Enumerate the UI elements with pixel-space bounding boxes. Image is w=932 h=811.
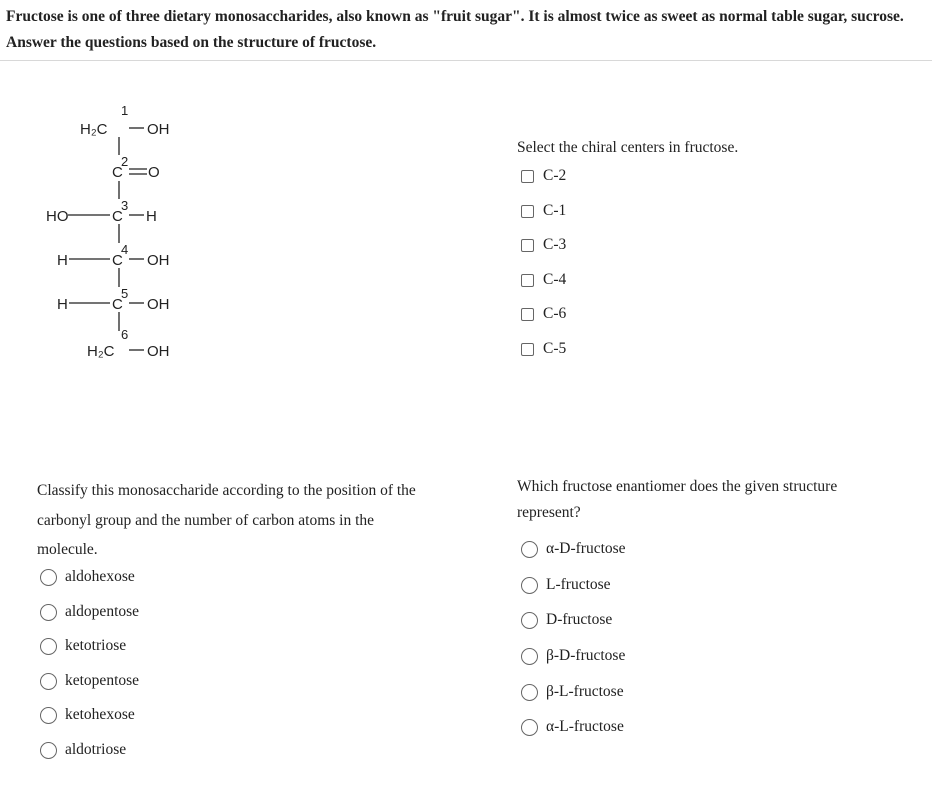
carbon-number-4: 4 xyxy=(121,242,129,257)
enantiomer-option-alpha-l[interactable] xyxy=(521,716,624,738)
c2-carbon-label: C xyxy=(112,164,123,181)
option-label: aldohexose xyxy=(65,568,135,585)
option-label: ketotriose xyxy=(65,637,127,654)
header-divider xyxy=(0,60,932,61)
c5-oh-label: OH xyxy=(147,296,170,313)
classify-option-ketotriose[interactable] xyxy=(40,635,126,657)
carbon-number-1: 1 xyxy=(121,103,129,118)
option-label: C-5 xyxy=(543,340,567,357)
radio-button[interactable] xyxy=(40,569,57,586)
enantiomer-option-alpha-d[interactable] xyxy=(521,538,626,560)
c5-carbon-label: C xyxy=(112,296,123,313)
option-label: C-2 xyxy=(543,167,567,184)
chiral-option-c2[interactable] xyxy=(521,165,566,187)
intro-text: Fructose is one of three dietary monosaccharides, also known as "fruit sugar". It is almost twice as sweet as normal table sugar, sucrose. Answer the questions based on the structure of fructose. xyxy=(6,8,904,51)
c4-oh-label: OH xyxy=(147,252,170,269)
option-label: β-D-fructose xyxy=(546,647,626,664)
c4-h-label: H xyxy=(57,252,68,269)
classify-option-aldopentose[interactable] xyxy=(40,601,139,623)
classify-option-aldohexose[interactable] xyxy=(40,566,135,588)
radio-button[interactable] xyxy=(40,638,57,655)
classify-option-aldotriose[interactable] xyxy=(40,739,126,761)
classify-prompt: Classify this monosaccharide according to the position of the carbonyl group and the number of carbon atoms in the molecule. xyxy=(37,482,416,558)
c5-h-label: H xyxy=(57,296,68,313)
enantiomer-option-beta-l[interactable] xyxy=(521,681,624,703)
c3-ho-label: HO xyxy=(46,208,69,225)
carbon-number-6: 6 xyxy=(121,327,129,342)
option-label: β-L-fructose xyxy=(546,683,624,700)
checkbox[interactable] xyxy=(521,170,534,183)
checkbox[interactable] xyxy=(521,274,534,287)
c1-oh-label: OH xyxy=(147,121,170,138)
radio-button[interactable] xyxy=(40,673,57,690)
option-label: C-6 xyxy=(543,305,567,322)
chiral-option-c3[interactable] xyxy=(521,234,566,256)
enantiomer-prompt: Which fructose enantiomer does the given structure represent? xyxy=(517,478,838,521)
radio-button[interactable] xyxy=(521,541,538,558)
chiral-option-c1[interactable] xyxy=(521,200,566,222)
c6-h2c-label: H₂C xyxy=(87,343,115,360)
radio-button[interactable] xyxy=(521,612,538,629)
checkbox[interactable] xyxy=(521,239,534,252)
option-label: C-3 xyxy=(543,236,567,253)
radio-button[interactable] xyxy=(40,707,57,724)
enantiomer-option-d[interactable] xyxy=(521,609,612,631)
classify-option-ketohexose[interactable] xyxy=(40,704,135,726)
enantiomer-option-beta-d[interactable] xyxy=(521,645,625,667)
option-label: D-fructose xyxy=(546,611,613,628)
option-label: C-1 xyxy=(543,202,567,219)
radio-button[interactable] xyxy=(40,604,57,621)
option-label: α-D-fructose xyxy=(546,540,626,557)
option-label: L-fructose xyxy=(546,576,611,593)
carbon-number-2: 2 xyxy=(121,154,129,169)
option-label: C-4 xyxy=(543,271,567,288)
option-label: aldotriose xyxy=(65,741,127,758)
c2-oxygen-label: O xyxy=(148,164,160,181)
chiral-option-c6[interactable] xyxy=(521,303,566,325)
carbon-number-3: 3 xyxy=(121,198,129,213)
chiral-prompt: Select the chiral centers in fructose. xyxy=(517,139,739,156)
checkbox[interactable] xyxy=(521,205,534,218)
fructose-structure xyxy=(40,95,210,375)
option-label: aldopentose xyxy=(65,603,140,620)
radio-button[interactable] xyxy=(521,577,538,594)
enantiomer-option-l[interactable] xyxy=(521,574,611,596)
checkbox[interactable] xyxy=(521,343,534,356)
c3-carbon-label: C xyxy=(112,208,123,225)
radio-button[interactable] xyxy=(521,719,538,736)
radio-button[interactable] xyxy=(521,684,538,701)
classify-option-ketopentose[interactable] xyxy=(40,670,139,692)
c6-oh-label: OH xyxy=(147,343,170,360)
option-label: α-L-fructose xyxy=(546,718,624,735)
radio-button[interactable] xyxy=(521,648,538,665)
c1-h2c-label: H₂C xyxy=(80,121,108,138)
checkbox[interactable] xyxy=(521,308,534,321)
c4-carbon-label: C xyxy=(112,252,123,269)
c3-h-label: H xyxy=(146,208,157,225)
option-label: ketohexose xyxy=(65,706,135,723)
carbon-number-5: 5 xyxy=(121,286,129,301)
option-label: ketopentose xyxy=(65,672,140,689)
chiral-option-c5[interactable] xyxy=(521,338,566,360)
radio-button[interactable] xyxy=(40,742,57,759)
chiral-option-c4[interactable] xyxy=(521,269,566,291)
